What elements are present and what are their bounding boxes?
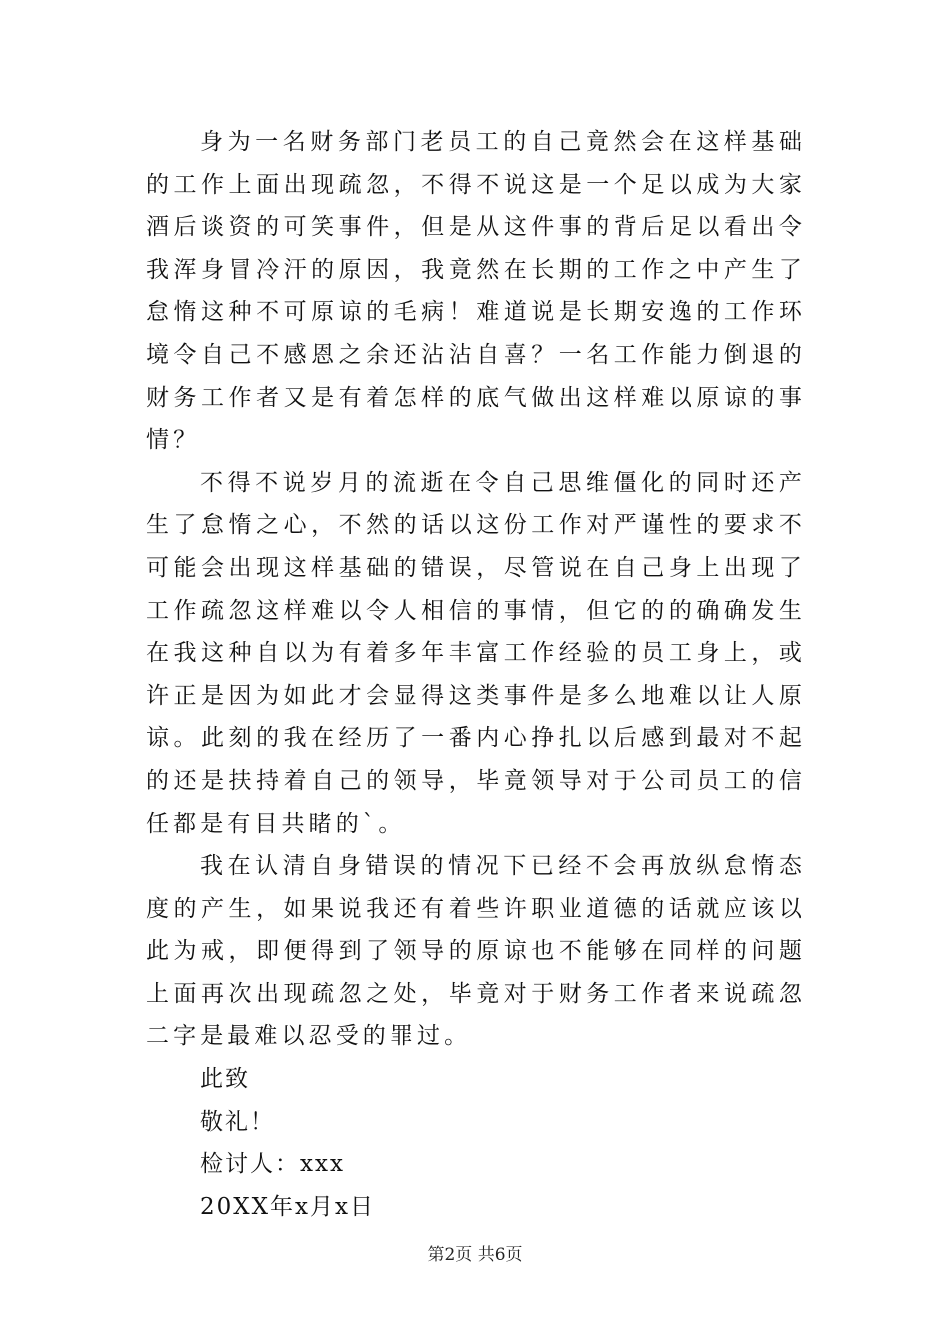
closing-date: 20XX年x月x日 (200, 1193, 375, 1220)
paragraph-1: 身为一名财务部门老员工的自己竟然会在这样基础的工作上面出现疏忽，不得不说这是一个足以成为大家酒后谈资的可笑事件，但是从这件事的背后足以看出令我浑身冒冷汗的原因，我竟然在长期的工作之中产生了怠惰这种不可原谅的毛病！难道说是长期安逸的工作环境令自己不感恩之余还沾沾自喜？一名工作能力倒退的财务工作者又是有着怎样的底气做出这样难以原谅的事情？ (146, 129, 806, 454)
closing-author: 检讨人：xxx (200, 1151, 345, 1178)
page-footer: 第2页 共6页 (427, 1245, 523, 1265)
letter-body (146, 121, 806, 1228)
paragraph-3: 我在认清自身错误的情况下已经不会再放纵怠惰态度的产生，如果说我还有着些许职业道德的话就应该以此为戒，即便得到了领导的原谅也不能够在同样的问题上面再次出现疏忽之处，毕竟对于财务工作者来说疏忽二字是最难以忍受的罪过。 (146, 853, 806, 1050)
closing-regards: 敬礼！ (200, 1108, 275, 1135)
paragraph-2: 不得不说岁月的流逝在令自己思维僵化的同时还产生了怠惰之心，不然的话以这份工作对严谨性的要求不可能会出现这样基础的错误，尽管说在自己身上出现了工作疏忽这样难以令人相信的事情，但它的的确确发生在我这种自以为有着多年丰富工作经验的员工身上，或许正是因为如此才会显得这类事件是多么地难以让人原谅。此刻的我在经历了一番内心挣扎以后感到最对不起的还是扶持着自己的领导，毕竟领导对于公司员工的信任都是有目共睹的`。 (146, 469, 806, 837)
closing-salutation: 此致 (200, 1066, 250, 1093)
